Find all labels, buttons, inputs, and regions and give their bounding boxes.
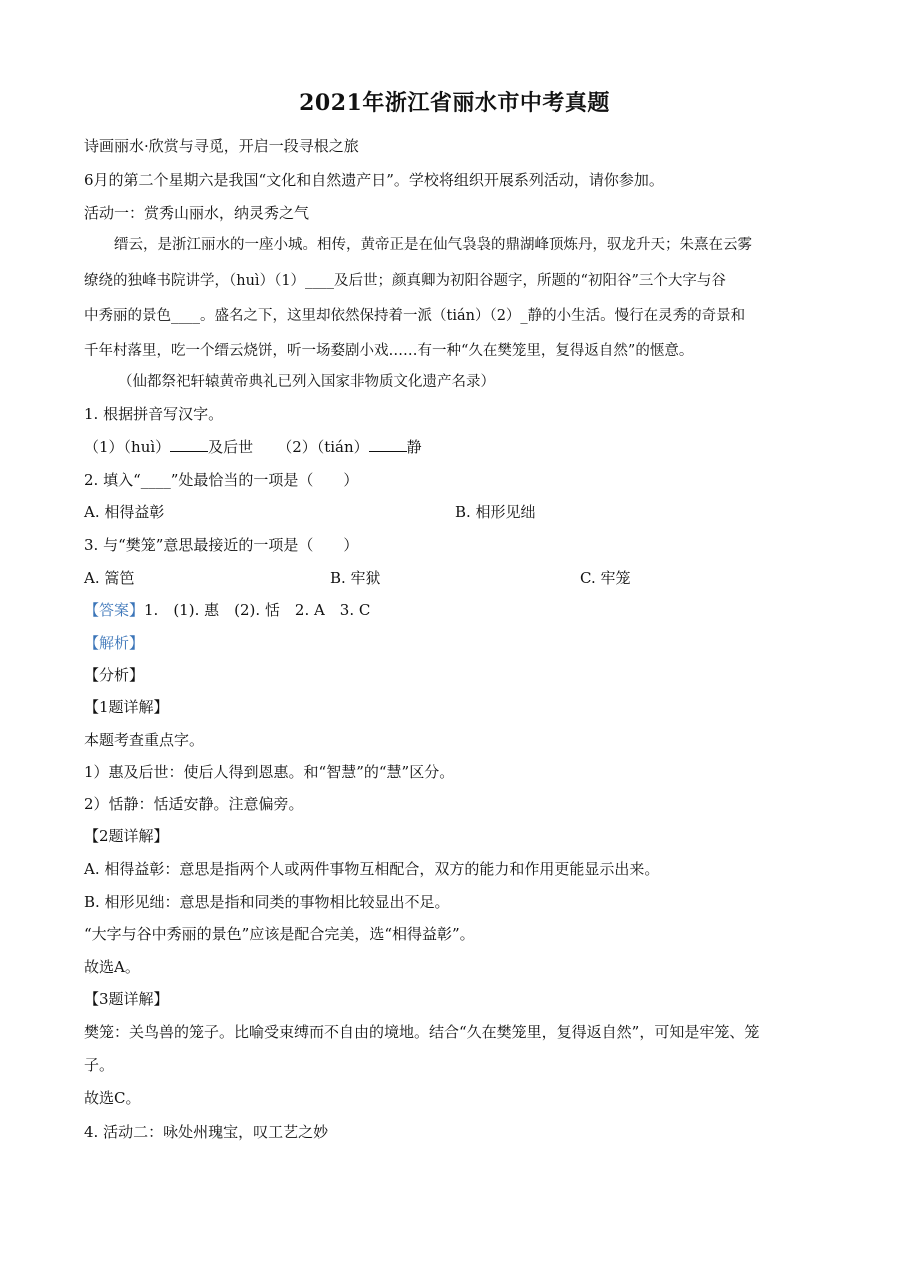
- detail2-line-1: A. 相得益彰：意思是指两个人或两件事物互相配合，双方的能力和作用更能显示出来。: [84, 860, 660, 878]
- detail1-line-2: 1）惠及后世：使后人得到恩惠。和“智慧”的“慧”区分。: [84, 763, 455, 781]
- q1-items: [84, 437, 829, 457]
- detail2-line-2: B. 相形见绌：意思是指和同类的事物相比较显出不足。: [84, 893, 450, 911]
- answer-text: 1. (1). 惠 (2). 恬 2. A 3. C: [144, 601, 371, 619]
- q1-item2-suffix: 静: [406, 438, 422, 456]
- q3-option-c: C. 牢笼: [580, 569, 631, 587]
- fenxi-label: 【分析】: [84, 666, 145, 684]
- passage-line-3: 中秀丽的景色____。盛名之下，这里却依然保持着一派（tián）（2）_静的小生活。慢行在灵秀的奇景和: [84, 308, 746, 324]
- q1-item2-blank: [369, 437, 407, 452]
- q1-item1-prefix: （1）（huì）: [84, 438, 171, 456]
- detail2-line-4: 故选A。: [84, 958, 140, 976]
- intro-line: 诗画丽水·欣赏与寻觅，开启一段寻根之旅: [84, 137, 359, 155]
- q2-options: [84, 502, 829, 522]
- passage-line-1: 缙云，是浙江丽水的一座小城。相传，黄帝正是在仙气袅袅的鼎湖峰顶炼丹，驭龙升天；朱熹在云雾: [114, 237, 752, 253]
- activity1-title: 活动一：赏秀山丽水，纳灵秀之气: [84, 204, 310, 222]
- detail3-line-3: 故选C。: [84, 1089, 141, 1107]
- detail1-line-3: 2）恬静：恬适安静。注意偏旁。: [84, 795, 304, 813]
- q3-options: [84, 568, 829, 588]
- detail2-label: 【2题详解】: [84, 827, 169, 845]
- passage-note: （仙都祭祀轩辕黄帝典礼已列入国家非物质文化遗产名录）: [118, 374, 495, 390]
- q2-stem: 2. 填入“____”处最恰当的一项是（ ）: [84, 471, 359, 489]
- answer-label: 【答案】: [84, 601, 145, 619]
- q1-item2-prefix: （2）（tián）: [277, 438, 369, 456]
- q2-option-a: A. 相得益彰: [84, 503, 165, 521]
- passage-line-2: 缭绕的独峰书院讲学，（huì）（1）____及后世；颜真卿为初阳谷题字，所题的“初阳谷”三个大字与谷: [84, 273, 726, 289]
- q1-stem: 1. 根据拼音写汉字。: [84, 405, 224, 423]
- detail2-line-3: “大字与谷中秀丽的景色”应该是配合完美，选“相得益彰”。: [84, 925, 475, 943]
- detail1-line-1: 本题考查重点字。: [84, 731, 205, 749]
- q3-option-a: A. 篙笆: [84, 569, 135, 587]
- detail3-line-1: 樊笼：关鸟兽的笼子。比喻受束缚而不自由的境地。结合“久在樊笼里，复得返自然”，可知是牢笼、笼: [84, 1023, 760, 1041]
- q3-option-b: B. 牢狱: [330, 569, 381, 587]
- passage-line-4: 千年村落里，吃一个缙云烧饼，听一场婺剧小戏……有一种“久在樊笼里，复得返自然”的惬意。: [84, 343, 694, 359]
- answer-line: [84, 600, 829, 620]
- detail1-label: 【1题详解】: [84, 698, 169, 716]
- detail3-line-2: 子。: [84, 1056, 115, 1074]
- page-title: 2021年浙江省丽水市中考真题: [299, 90, 610, 116]
- activity-notice: 6月的第二个星期六是我国“文化和自然遗产日”。学校将组织开展系列活动，请你参加。: [84, 171, 664, 189]
- q2-option-b: B. 相形见绌: [455, 503, 536, 521]
- q3-stem: 3. 与“樊笼”意思最接近的一项是（ ）: [84, 536, 359, 554]
- detail3-label: 【3题详解】: [84, 990, 169, 1008]
- q1-item1-suffix: 及后世: [208, 438, 254, 456]
- q1-item1-blank: [170, 437, 208, 452]
- q4-stem: 4. 活动二：咏处州瑰宝，叹工艺之妙: [84, 1123, 329, 1141]
- analysis-label: 【解析】: [84, 634, 145, 652]
